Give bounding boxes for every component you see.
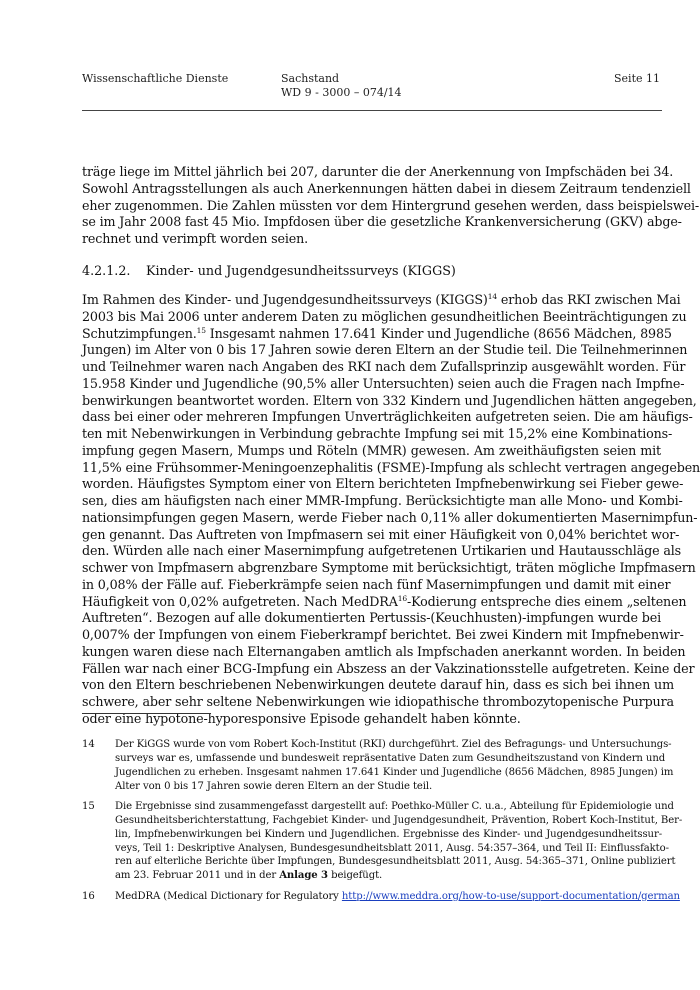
text-line: surveys war es, umfassende und bundesweit repräsentative Daten zum Gesundheitszustand von Kindern und <box>115 752 666 764</box>
text-segment: Insgesamt nahmen 17.641 Kinder und Jugendliche (8656 Mädchen, 8985 <box>205 325 672 341</box>
text-line: dass bei einer oder mehreren Impfungen Unverträglichkeiten aufgetreten seien. Die am häufigs- <box>82 409 693 425</box>
header-document-info <box>281 72 402 100</box>
text-line: Alter von 0 bis 17 Jahren sowie deren Eltern an der Studie teil. <box>115 780 433 792</box>
text-line: Jungen) im Alter von 0 bis 17 Jahren sowie deren Eltern an der Studie teil. Die Teilnehmerinnen <box>82 342 688 358</box>
section-heading <box>82 262 456 279</box>
text-line: schwere, aber sehr seltene Nebenwirkungen wie idiopathische thrombozytopenische Purpura <box>82 694 674 709</box>
meddra-link[interactable]: http://www.meddra.org/how-to-use/support-documentation/german <box>341 891 680 902</box>
text-segment: MedDRA (Medical Dictionary for Regulatory <box>115 891 342 902</box>
text-line: 15.958 Kinder und Jugendliche (90,5% aller Untersuchten) seien auch die Fragen nach Impfne- <box>82 375 685 391</box>
text-line: impfung gegen Masern, Mumps und Röteln (MMR) gewesen. Am zweithäufigsten seien mit <box>82 442 661 458</box>
text-line: 2003 bis Mai 2006 unter anderem Daten zu möglichen gesundheitlichen Beeinträchtigungen zu <box>82 308 687 324</box>
footnote-text <box>115 800 683 883</box>
text-line: sen, dies am häufigsten nach einer MMR-Impfung. Berücksichtigte man alle Mono- und Kombi- <box>82 493 683 508</box>
footnote-number: 14 <box>82 739 95 750</box>
text-line: Auftreten“. Bezogen auf alle dokumentierten Pertussis-(Keuchhusten)-impfungen wurde bei <box>82 610 661 626</box>
text-line <box>82 593 687 611</box>
text-line: Sowohl Antragsstellungen als auch Anerkennungen hätten dabei in diesem Zeitraum tendenziell <box>82 180 691 196</box>
text-line: nationsimpfungen gegen Masern, werde Fieber nach 0,11% aller dokumentierten Masernimpfun- <box>82 509 698 525</box>
text-line: lin, Impfnebenwirkungen bei Kindern und Jugendlichen. Ergebnisse des Kinder- und Jugendgesundheitssur- <box>115 828 662 840</box>
text-line <box>82 325 672 343</box>
text-segment: Im Rahmen des Kinder- und Jugendgesundheitssurveys (KIGGS) <box>82 292 488 307</box>
header-divider <box>82 110 662 111</box>
main-paragraph <box>82 292 700 728</box>
text-line: ren auf elterliche Berichte über Impfungen, Bundesgesundheitsblatt 2011, Ausg. 54:365–371, Online publiziert <box>115 856 676 868</box>
header-document-number: WD 9 - 3000 – 074/14 <box>281 86 402 99</box>
text-segment: Schutzimpfungen. <box>82 325 197 341</box>
text-line: 0,007% der Impfungen von einem Fieberkrampf berichtet. Bei zwei Kindern mit Impfnebenwir- <box>82 627 684 642</box>
text-line: Jugendlichen zu erheben. Insgesamt nahmen 17.641 Kinder und Jugendliche (8656 Mädchen, 8985 Jungen) im <box>115 766 674 778</box>
text-line: ten mit Nebenwirkungen in Verbindung gebrachte Impfung sei mit 15,2% eine Kombinations- <box>82 426 673 441</box>
text-segment: -Kodierung entspreche dies einem „seltenen <box>406 593 687 609</box>
text-line: Gesundheitsberichterstattung, Fachgebiet Kinder- und Jugendgesundheit, Prävention, Robert Koch-Institut, Ber- <box>115 814 683 826</box>
header-page-number: Seite 11 <box>614 72 660 85</box>
text-line: von den Eltern beschriebenen Nebenwirkungen deutete darauf hin, dass es sich bei ihnen um <box>82 677 674 693</box>
text-line: se im Jahr 2008 fast 45 Mio. Impfdosen über die gesetzliche Krankenversicherung (GKV) abge- <box>82 214 682 230</box>
text-line: gen genannt. Das Auftreten von Impfmasern sei mit einer Häufigkeit von 0,04% berichtet wor- <box>82 526 680 542</box>
section-number: 4.2.1.2. <box>82 263 131 278</box>
footnote-text <box>115 890 680 904</box>
text-segment: erhob das RKI zwischen Mai <box>496 292 681 307</box>
text-segment: Häufigkeit von 0,02% aufgetreten. Nach MedDRA <box>82 593 398 609</box>
text-line: rechnet und verimpft worden seien. <box>82 231 309 246</box>
header-document-type: Sachstand <box>281 72 340 85</box>
annex-reference: Anlage 3 <box>279 870 328 882</box>
text-line: den. Würden alle nach einer Masernimpfung aufgetretenen Urtikarien und Hautausschläge als <box>82 543 682 559</box>
footnote-number: 16 <box>82 891 95 902</box>
text-line: benwirkungen beantwortet worden. Eltern von 332 Kindern und Jugendlichen hätten angegeben, <box>82 392 697 408</box>
text-line: 11,5% eine Frühsommer-Meningoenzephalitis (FSME)-Impfung als schlecht vertragen angegeben <box>82 459 700 475</box>
text-line: Fällen war nach einer BCG-Impfung ein Abszess an der Vakzinationsstelle aufgetreten. Keine der <box>82 660 695 676</box>
text-line: und Teilnehmer waren nach Angaben des RKI nach dem Zufallsprinzip ausgewählt worden. Für <box>82 359 686 374</box>
text-line: Der KiGGS wurde von vom Robert Koch-Institut (RKI) durchgeführt. Ziel des Befragungs- und Untersuchungs- <box>115 739 672 750</box>
text-line: träge liege im Mittel jährlich bei 207, darunter die der Anerkennung von Impfschäden bei 34. <box>82 164 674 179</box>
text-line <box>82 292 681 309</box>
footnote-divider <box>82 713 211 714</box>
footnote-ref-15[interactable]: 15 <box>196 325 206 335</box>
text-line: Die Ergebnisse sind zusammengefasst dargestellt auf: Poethko-Müller C. u.a., Abteilung für Epidemiologie und <box>115 801 674 812</box>
text-line: kungen waren diese nach Elternangaben amtlich als Impfschaden anerkannt worden. In beiden <box>82 643 686 659</box>
text-segment: am 23. Februar 2011 und in der <box>115 870 280 882</box>
header-institution: Wissenschaftliche Dienste <box>82 72 229 85</box>
text-line <box>115 869 662 883</box>
text-line: schwer von Impfmasern abgrenzbare Symptome mit berücksichtigt, träten mögliche Impfmasern <box>82 560 696 575</box>
text-line: veys, Teil 1: Deskriptive Analysen, Bundesgesundheitsblatt 2011, Ausg. 54:357–364, und Teil II: Einflussfakto- <box>115 842 669 854</box>
footnote-text <box>115 738 674 793</box>
text-line: eher zugenommen. Die Zahlen müssten vor dem Hintergrund gesehen werden, dass beispielswei- <box>82 197 700 213</box>
footnote-ref-16[interactable]: 16 <box>397 593 407 603</box>
text-line: in 0,08% der Fälle auf. Fieberkrämpfe seien nach fünf Masernimpfungen und damit mit einer <box>82 576 671 592</box>
text-line: worden. Häufigstes Symptom einer von Eltern berichteten Impfnebenwirkung sei Fieber gewe- <box>82 476 684 492</box>
section-title: Kinder- und Jugendgesundheitssurveys (KIGGS) <box>146 263 456 278</box>
footnote-ref-14[interactable]: 14 <box>487 292 497 301</box>
text-segment: beigefügt. <box>327 870 383 882</box>
footnote-number: 15 <box>82 801 95 812</box>
text-line: oder eine hypotone-hyporesponsive Episode gehandelt haben könnte. <box>82 710 521 726</box>
intro-paragraph <box>82 164 700 248</box>
